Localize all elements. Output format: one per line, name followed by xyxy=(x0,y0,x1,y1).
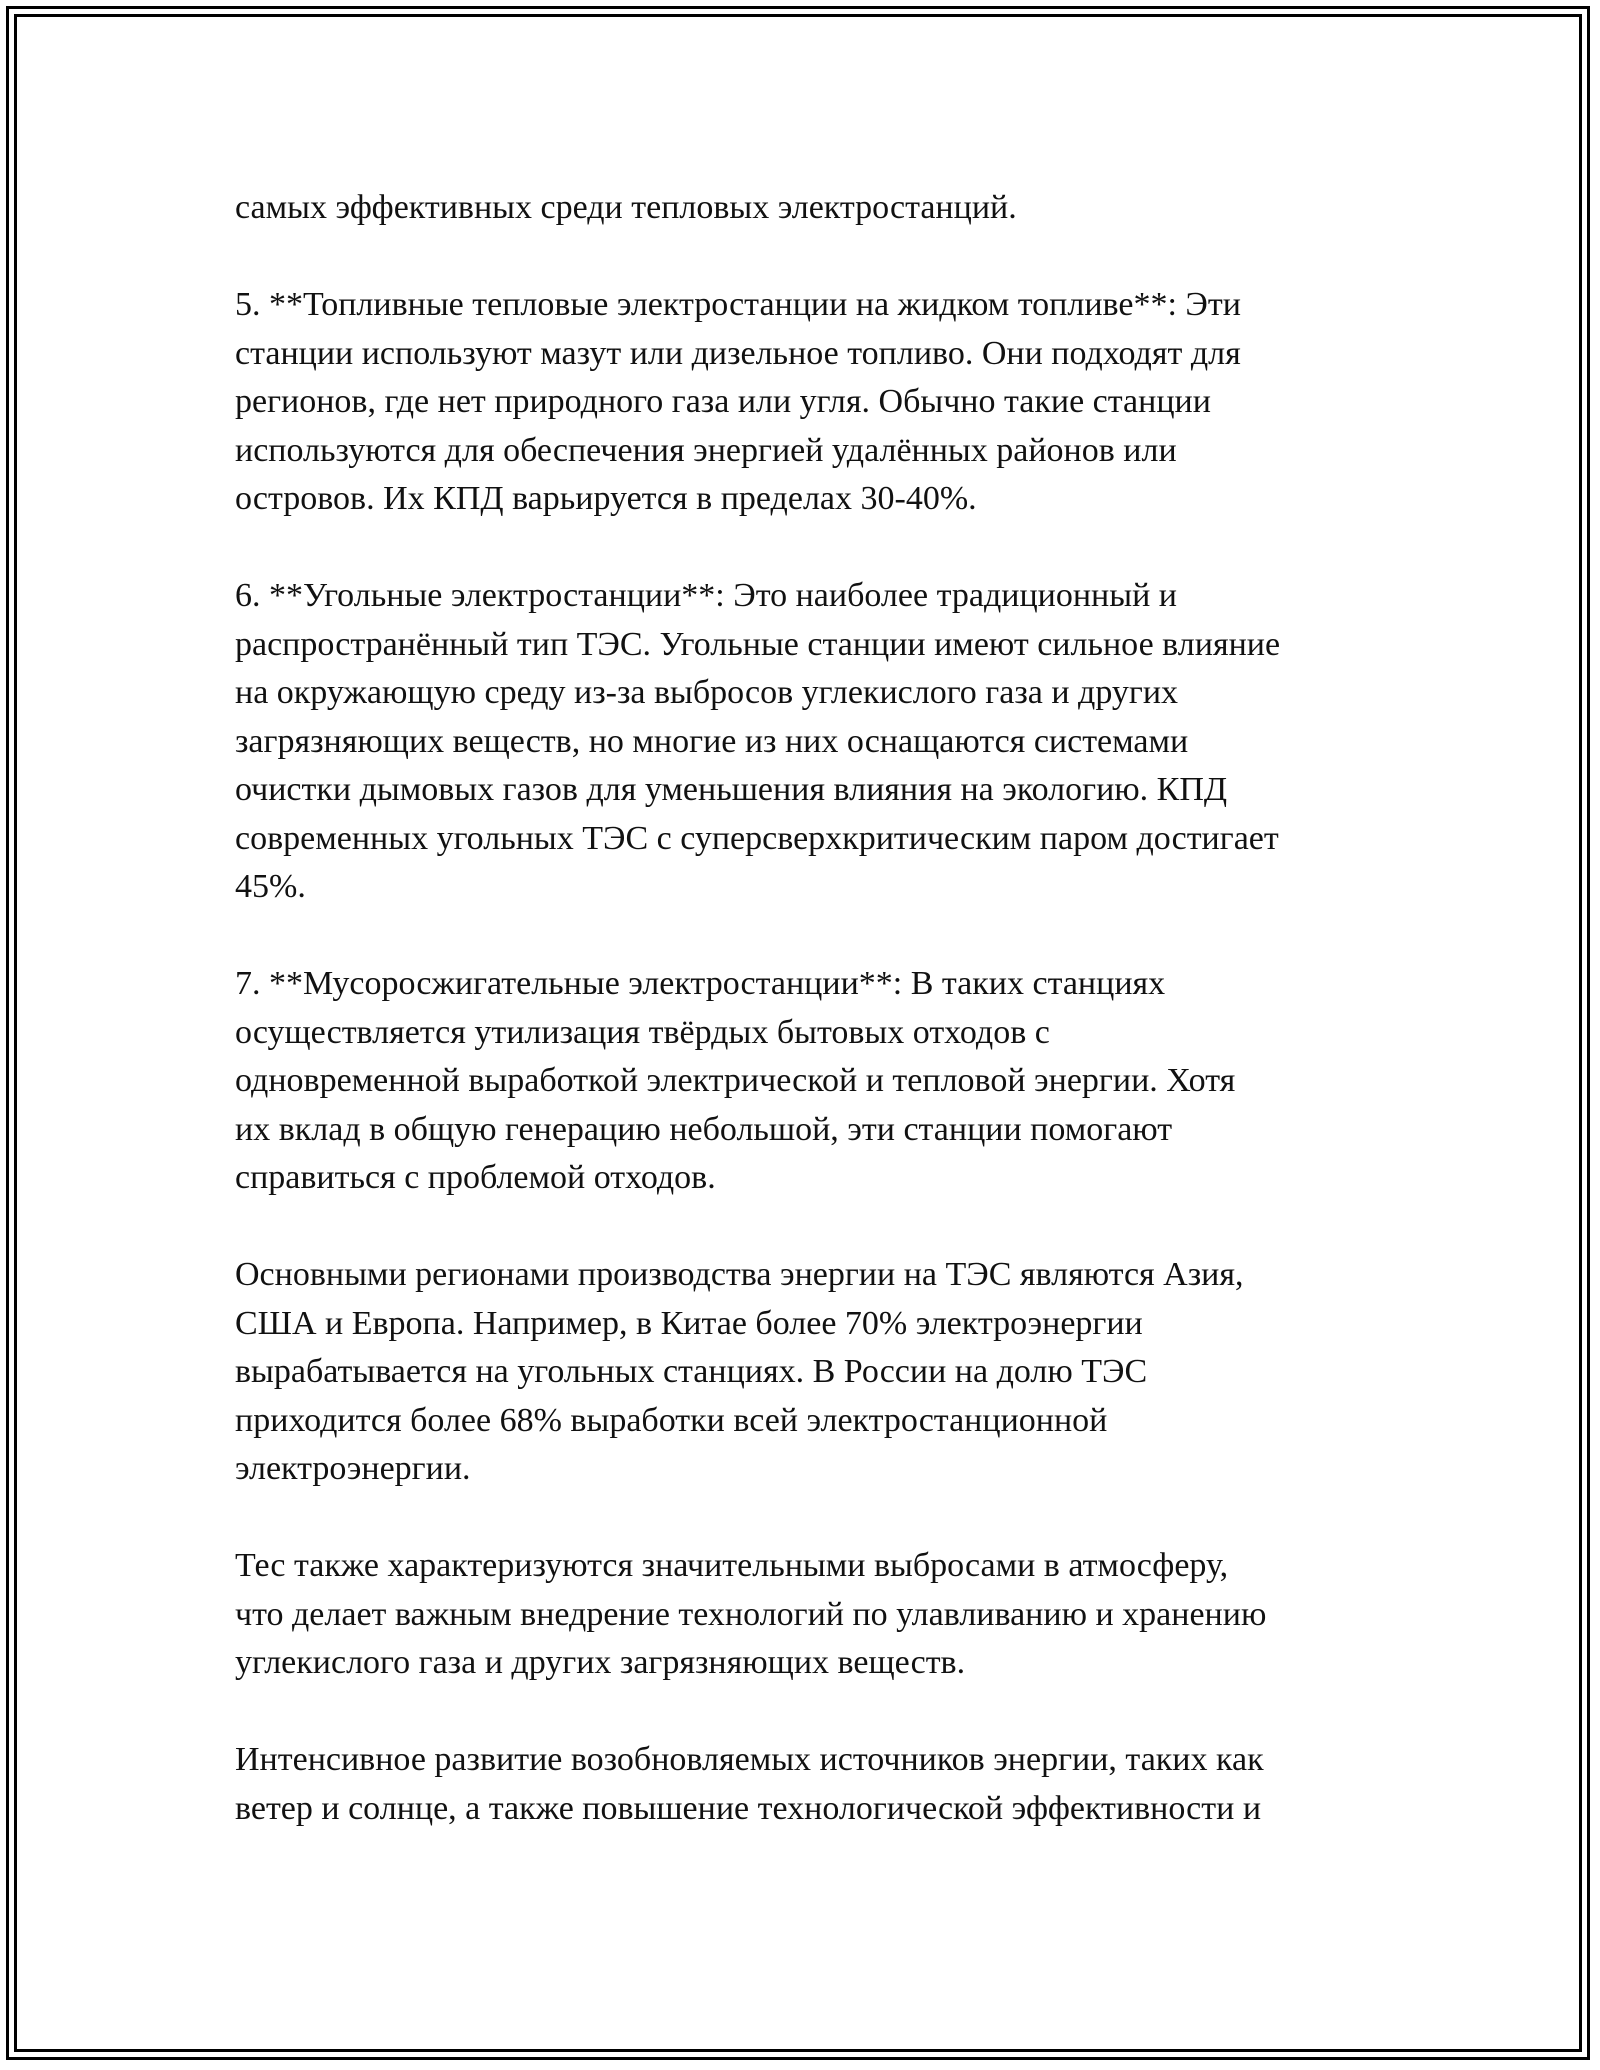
text-line: Интенсивное развитие возобновляемых источников энергии, таких как xyxy=(235,1741,1264,1778)
paragraph-renewables xyxy=(235,1736,1395,1833)
text-line: самых эффективных среди тепловых электростанций. xyxy=(235,189,1017,226)
paragraph-regions xyxy=(235,1251,1395,1494)
text-line: ветер и солнце, а также повышение технологической эффективности и xyxy=(235,1789,1262,1827)
text-line: регионов, где нет природного газа или угля. Обычно такие станции xyxy=(235,383,1211,420)
text-line: 7. **Мусоросжигательные электростанции**: В таких станциях xyxy=(235,965,1166,1002)
text-line: приходится более 68% выработки всей электростанционной xyxy=(235,1401,1108,1439)
paragraph-item-7 xyxy=(235,960,1395,1203)
paragraph-item-6 xyxy=(235,572,1395,912)
text-line: Основными регионами производства энергии на ТЭС являются Азия, xyxy=(235,1256,1244,1293)
text-line: островов. Их КПД варьируется в пределах 30-40%. xyxy=(235,480,977,517)
text-line: используются для обеспечения энергией удалённых районов или xyxy=(235,431,1177,469)
text-line: 5. **Топливные тепловые электростанции на жидком топливе**: Эти xyxy=(235,286,1241,323)
paragraph-continuation xyxy=(235,184,1395,233)
text-line: осуществляется утилизация твёрдых бытовых отходов с xyxy=(235,1013,1050,1051)
text-line: на окружающую среду из-за выбросов углекислого газа и других xyxy=(235,674,1179,711)
text-line: США и Европа. Например, в Китае более 70% электроэнергии xyxy=(235,1304,1143,1342)
text-line: их вклад в общую генерацию небольшой, эти станции помогают xyxy=(235,1110,1173,1148)
text-line: станции используют мазут или дизельное топливо. Они подходят для xyxy=(235,334,1241,372)
text-line: современных угольных ТЭС с суперсверхкритическим паром достигает xyxy=(235,819,1279,857)
paragraph-emissions xyxy=(235,1542,1395,1688)
text-line: справиться с проблемой отходов. xyxy=(235,1159,716,1196)
text-line: 6. **Угольные электростанции**: Это наиболее традиционный и xyxy=(235,577,1177,614)
text-line: электроэнергии. xyxy=(235,1450,471,1487)
document-body xyxy=(235,184,1395,1882)
paragraph-item-5 xyxy=(235,281,1395,524)
text-line: вырабатывается на угольных станциях. В России на долю ТЭС xyxy=(235,1353,1148,1390)
text-line: что делает важным внедрение технологий по улавливанию и хранению xyxy=(235,1595,1267,1633)
text-line: загрязняющих веществ, но многие из них оснащаются системами xyxy=(235,722,1189,760)
text-line: Тес также характеризуются значительными выбросами в атмосферу, xyxy=(235,1547,1229,1584)
text-line: очистки дымовых газов для уменьшения влияния на экологию. КПД xyxy=(235,771,1228,808)
text-line: углекислого газа и других загрязняющих веществ. xyxy=(235,1644,966,1681)
text-line: одновременной выработкой электрической и тепловой энергии. Хотя xyxy=(235,1062,1236,1099)
text-line: распространённый тип ТЭС. Угольные станции имеют сильное влияние xyxy=(235,625,1281,663)
text-line: 45%. xyxy=(235,868,306,905)
